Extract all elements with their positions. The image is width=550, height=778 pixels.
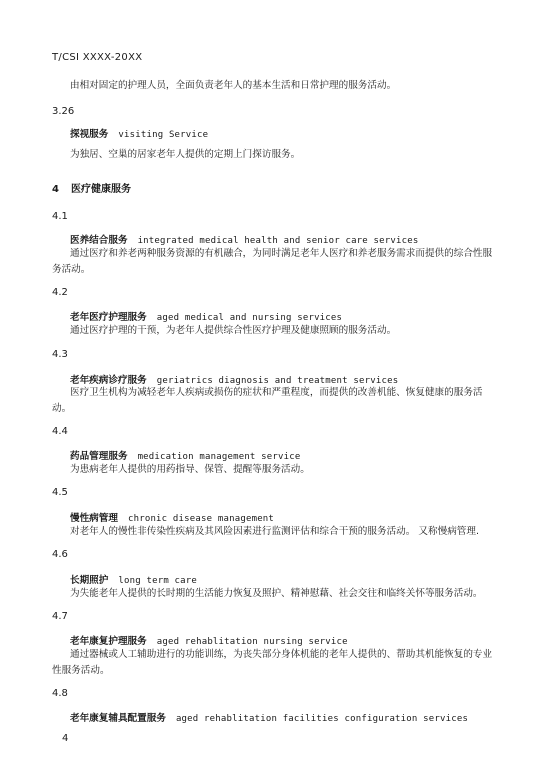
clause-number: 4.8 [52, 688, 68, 699]
clause-number: 4.4 [52, 426, 68, 437]
term-english: chronic disease management [127, 514, 275, 524]
term-entry [70, 126, 208, 140]
section-heading [52, 180, 131, 195]
clause-number: 4.2 [52, 287, 68, 298]
clause-number: 4.6 [52, 549, 68, 560]
term-chinese: 老年医疗护理服务 [70, 312, 147, 323]
term-entry [70, 510, 274, 524]
term-chinese: 慢性病管理 [70, 513, 118, 524]
term-english: medication management service [137, 452, 301, 462]
page-number: 4 [62, 733, 69, 744]
term-english: aged medical and nursing services [156, 313, 343, 323]
term-english: geriatrics diagnosis and treatment services [156, 376, 399, 386]
clause-number: 4.3 [52, 349, 68, 360]
term-entry [70, 372, 398, 386]
term-definition: 为患病老年人提供的用药指导、保管、提醒等服务活动。 [70, 464, 310, 475]
term-entry [70, 710, 468, 724]
term-chinese: 老年康复护理服务 [70, 636, 147, 647]
term-definition: 通过器械或人工辅助进行的功能训练，为丧失部分身体机能的老年人提供的、帮助其机能恢复的专业性服务活动。 [52, 649, 493, 676]
term-entry [70, 232, 419, 246]
clause-number: 3.26 [52, 106, 75, 117]
term-english: integrated medical health and senior care services [137, 236, 419, 246]
term-definition: 通过医疗护理的干预，为老年人提供综合性医疗护理及健康照顾的服务活动。 [70, 325, 397, 336]
clause-number: 4.7 [52, 611, 68, 622]
term-definition: 为独居、空巢的居家老年人提供的定期上门探访服务。 [70, 149, 301, 160]
term-entry [70, 572, 197, 586]
term-definition: 通过医疗和养老两种服务资源的有机融合，为同时满足老年人医疗和养老服务需求而提供的综合性服务活动。 [52, 248, 493, 275]
term-chinese: 长期照护 [70, 575, 109, 586]
term-definition: 为失能老年人提供的长时期的生活能力恢复及照护、精神慰藉、社会交往和临终关怀等服务活动。 [70, 588, 483, 599]
term-entry [70, 448, 301, 462]
term-entry [70, 633, 348, 647]
term-chinese: 探视服务 [70, 129, 109, 140]
section-number: 4 [52, 184, 59, 195]
term-english: aged rehablitation nursing service [156, 637, 348, 647]
term-chinese: 药品管理服务 [70, 451, 128, 462]
term-english: long term care [118, 576, 198, 586]
clause-number: 4.5 [52, 487, 68, 498]
intro-paragraph: 由相对固定的护理人员，全面负责老年人的基本生活和日常护理的服务活动。 [70, 80, 397, 91]
term-chinese: 老年疾病诊疗服务 [70, 375, 147, 386]
document-code-header: T/CSI XXXX-20XX [52, 52, 143, 63]
term-chinese: 医养结合服务 [70, 235, 128, 246]
term-english: aged rehablitation facilities configuration services [175, 714, 469, 724]
term-english: visiting Service [118, 130, 209, 140]
term-definition: 医疗卫生机构为减轻老年人疾病或损伤的症状和严重程度，而提供的改善机能、恢复健康的服务活动。 [52, 387, 483, 414]
clause-number: 4.1 [52, 211, 68, 222]
section-title: 医疗健康服务 [70, 184, 131, 195]
term-entry [70, 309, 342, 323]
term-definition: 对老年人的慢性非传染性疾病及其风险因素进行监测评估和综合干预的服务活动。 又称慢病管理. [70, 526, 480, 537]
term-chinese: 老年康复辅具配置服务 [70, 713, 166, 724]
